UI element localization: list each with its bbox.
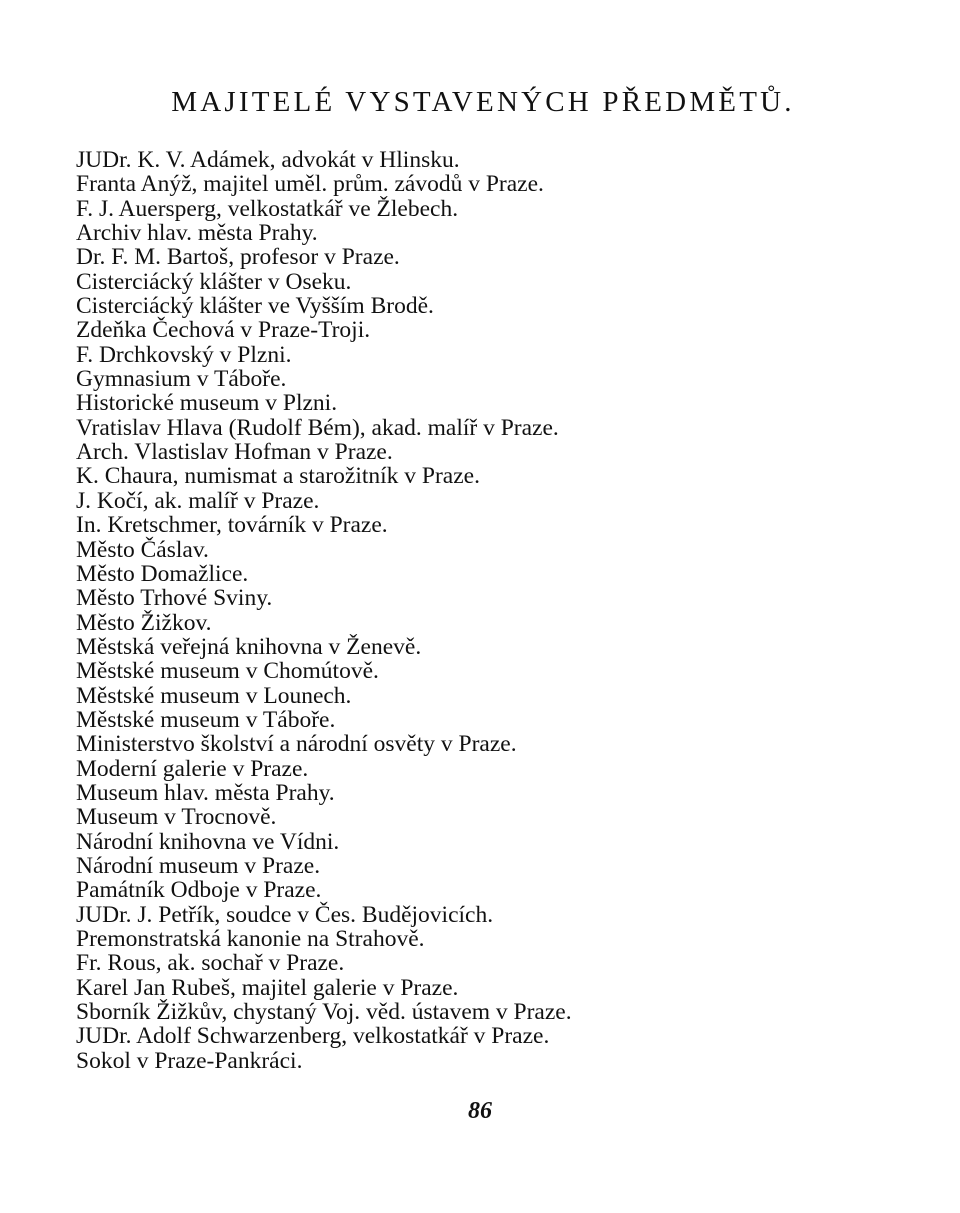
list-item: Národní knihovna ve Vídni. [76, 828, 340, 855]
list-item: J. Kočí, ak. malíř v Praze. [76, 487, 320, 514]
list-item: Město Trhové Sviny. [76, 585, 273, 612]
list-item: F. Drchkovský v Plzni. [76, 341, 292, 368]
list-item: Karel Jan Rubeš, majitel galerie v Praze. [76, 974, 459, 1001]
owners-list [76, 148, 876, 1073]
list-item: Arch. Vlastislav Hofman v Praze. [76, 439, 393, 466]
list-item: In. Kretschmer, továrník v Praze. [76, 512, 388, 539]
list-item: F. J. Auersperg, velkostatkář ve Žlebech. [76, 195, 459, 222]
list-item: Cisterciácký klášter v Oseku. [76, 268, 352, 295]
list-item: Městské museum v Chomútově. [76, 658, 379, 685]
list-item: Franta Anýž, majitel uměl. prům. závodů v Praze. [76, 171, 544, 198]
list-item: Museum v Trocnově. [76, 804, 277, 831]
list-item: Město Domažlice. [76, 560, 249, 587]
list-item: Museum hlav. města Prahy. [76, 779, 335, 806]
list-item: Národní museum v Praze. [76, 852, 321, 879]
list-item: JUDr. Adolf Schwarzenberg, velkostatkář v Praze. [76, 1023, 550, 1050]
list-item: Zdeňka Čechová v Praze-Troji. [76, 317, 371, 344]
list-item: JUDr. K. V. Adámek, advokát v Hlinsku. [76, 147, 460, 173]
list-item: Městská veřejná knihovna v Ženevě. [76, 633, 422, 660]
list-item: Moderní galerie v Praze. [76, 755, 309, 782]
list-item: Ministerstvo školství a národní osvěty v Praze. [76, 731, 517, 758]
page-title: MAJITELÉ VYSTAVENÝCH PŘEDMĚTŮ. [171, 86, 795, 118]
list-item: Premonstratská kanonie na Strahově. [76, 926, 425, 952]
list-item: Gymnasium v Táboře. [76, 366, 287, 393]
list-item: Cisterciácký klášter ve Vyšším Brodě. [76, 293, 434, 320]
page-number: 86 [468, 1098, 492, 1124]
list-item: Fr. Rous, ak. sochař v Praze. [76, 950, 345, 977]
list-item: Sokol v Praze-Pankráci. [76, 1047, 303, 1074]
list-item: Městské museum v Lounech. [76, 682, 352, 709]
list-item: Sborník Žižkův, chystaný Voj. věd. ústavem v Praze. [76, 999, 572, 1026]
list-item: K. Chaura, numismat a starožitník v Praze. [76, 463, 480, 490]
list-item: Městské museum v Táboře. [76, 706, 336, 733]
list-item: Památník Odboje v Praze. [76, 877, 322, 904]
list-item: Historické museum v Plzni. [76, 390, 338, 417]
list-item: Archiv hlav. města Prahy. [76, 220, 318, 247]
list-item: JUDr. J. Petřík, soudce v Čes. Budějovicích. [76, 901, 494, 928]
list-item: Město Čáslav. [76, 536, 209, 563]
list-item: Vratislav Hlava (Rudolf Bém), akad. malíř v Praze. [76, 414, 559, 441]
list-item: Dr. F. M. Bartoš, profesor v Praze. [76, 244, 400, 271]
list-item: Město Žižkov. [76, 609, 212, 636]
